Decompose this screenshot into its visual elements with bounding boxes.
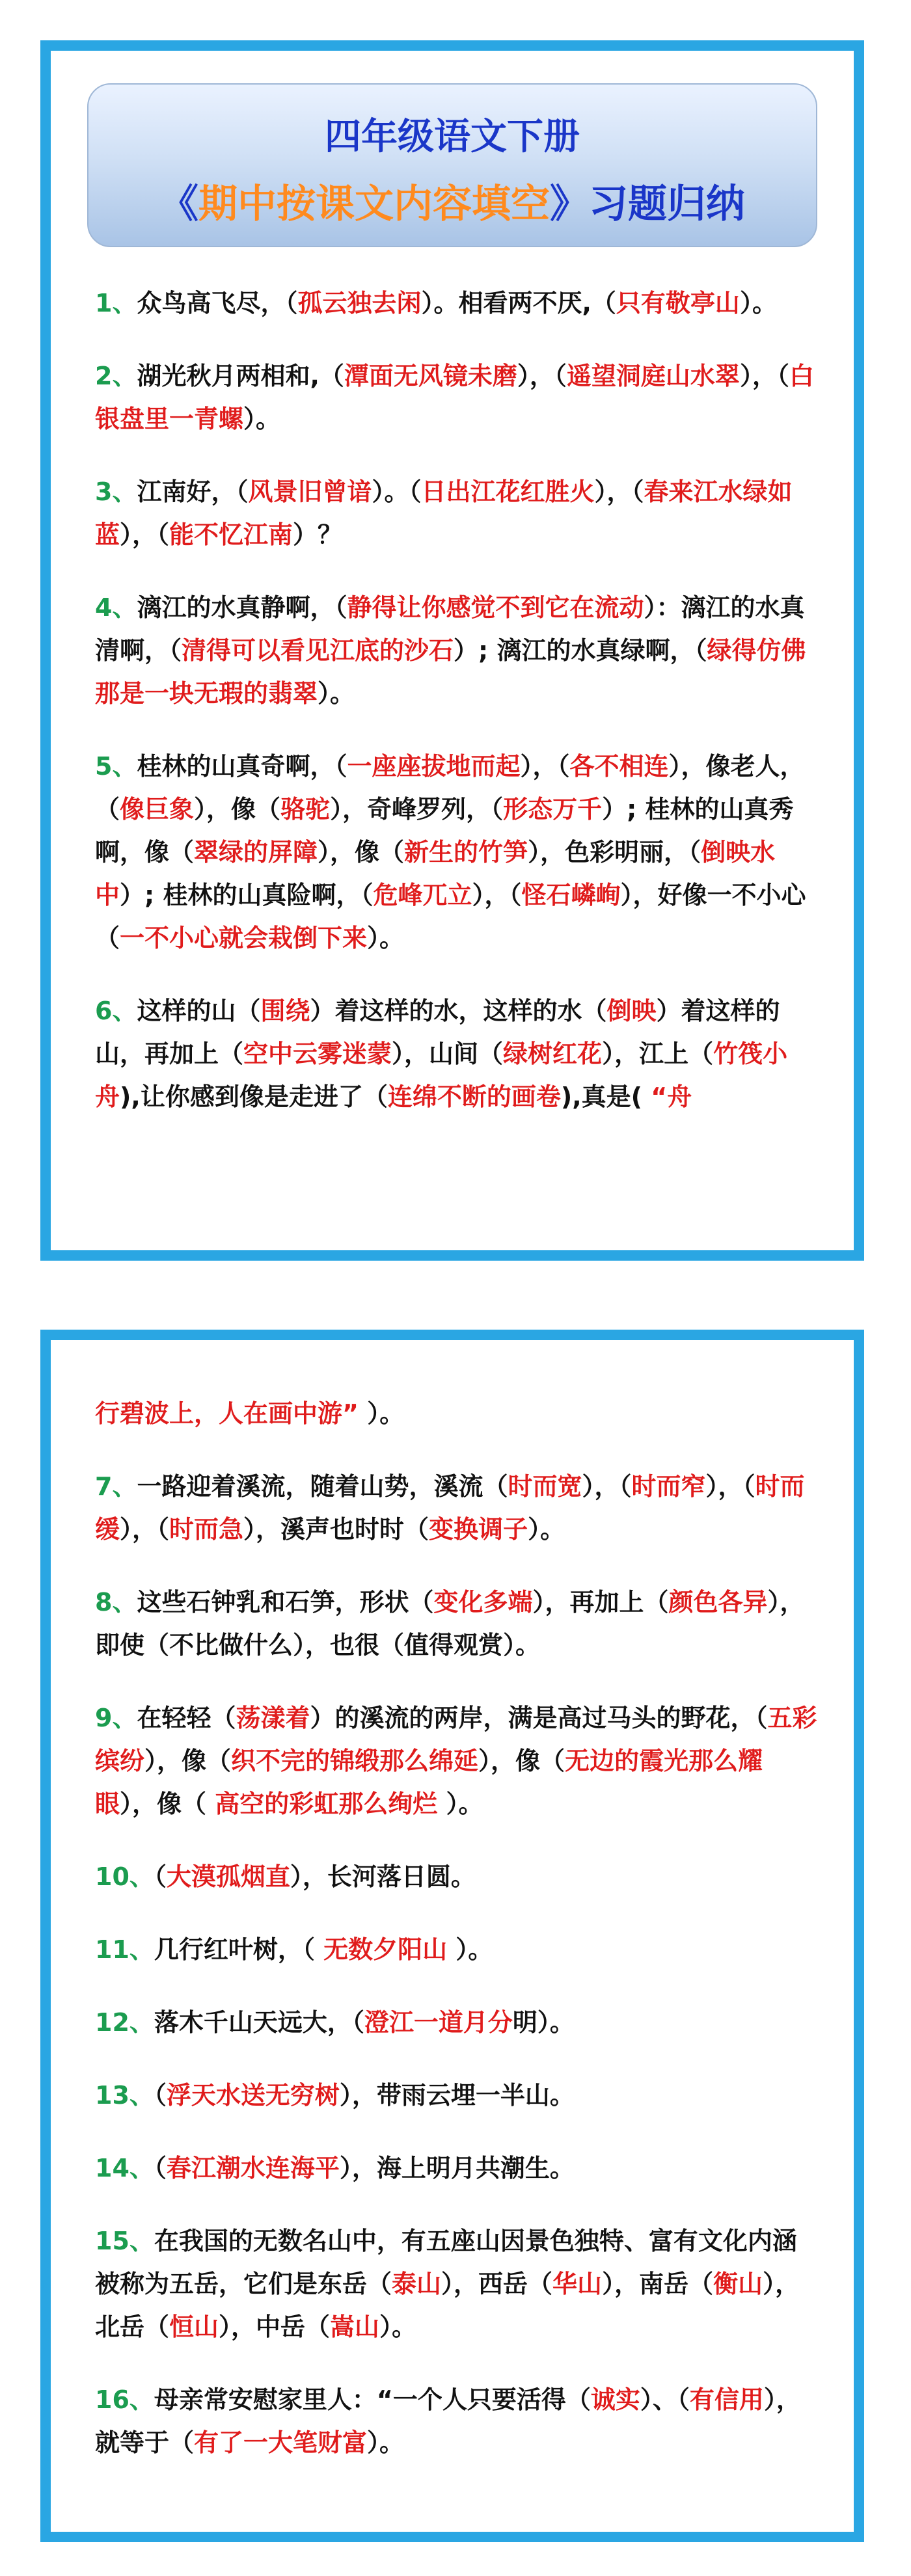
question-text: ），好像一不小心（: [95, 881, 806, 952]
answer-text: 诚实: [590, 2385, 640, 2414]
question-text: ）：漓江的水真清啊，（: [95, 593, 805, 665]
question-text: 落木千山天远大，（: [154, 2008, 364, 2037]
question-text: ）。: [447, 1935, 493, 1964]
question-text: ）的溪流的两岸，满是高过马头的野花，（: [310, 1704, 768, 1732]
question-text: ），（: [472, 881, 522, 909]
answer-text: 行碧波上，人在画中游”: [95, 1399, 359, 1428]
answer-text: 华山: [552, 2270, 603, 2298]
question-text: 明）。: [512, 2008, 575, 2037]
question-text: ），（: [520, 752, 570, 781]
question-text: 江南好，（: [137, 477, 249, 506]
item-number: 12、: [95, 2008, 154, 2037]
question-text: ），西岳（: [441, 2270, 553, 2298]
question-text: ）？: [293, 520, 343, 549]
title-close-text: 》习题归纳: [550, 181, 745, 227]
answer-text: 日出江花红胜火: [421, 477, 595, 506]
question-text: ），海上明月共潮生。: [339, 2154, 575, 2182]
question-text: ）。: [437, 1790, 483, 1818]
question-text: 在我国的无数名山中，有五座山因景色独特、富有文化内涵被称为五岳，它们是东岳（: [95, 2227, 797, 2298]
answer-text: 能不忆江南: [169, 520, 293, 549]
answer-text: 新生的竹笋: [404, 838, 528, 866]
answer-text: 大漠孤烟直: [166, 1862, 290, 1891]
exercise-item: [95, 1581, 817, 1667]
title-highlight: 期中按课文内容填空: [198, 181, 550, 227]
answer-text: 衡山: [713, 2270, 763, 2298]
question-text: ）、（: [640, 2385, 690, 2414]
answer-text: 荡漾着: [236, 1704, 310, 1732]
question-text: ），南岳（: [602, 2270, 714, 2298]
exercise-item: [95, 470, 817, 556]
question-text: ）; 桂林的山真秀啊，像（: [95, 795, 794, 866]
question-text: ），像（: [478, 1747, 565, 1775]
question-text: 这样的山（: [137, 997, 261, 1025]
answer-text: 时而急: [169, 1515, 244, 1544]
item-number: 1、: [95, 289, 137, 317]
answer-text: 围绕: [260, 997, 310, 1025]
question-text: ）; 漓江的水真绿啊，（: [454, 636, 707, 665]
answer-text: 变化多端: [433, 1588, 533, 1617]
answer-text: 高空的彩虹那么绚烂: [215, 1790, 438, 1818]
question-text: ),让你感到像是走进了（: [120, 1082, 388, 1111]
question-text: ），像（: [144, 1747, 232, 1775]
question-text: 湖光秋月两相和,（: [137, 362, 344, 390]
question-text: ），（: [739, 362, 789, 390]
question-text: ），就等于（: [95, 2385, 801, 2457]
exercise-item: [95, 989, 817, 1118]
question-text: 母亲常安慰家里人：“一个人只要活得（: [154, 2385, 591, 2414]
item-number: 7、: [95, 1472, 137, 1501]
answer-text: 骆驼: [280, 795, 331, 824]
answer-text: 危峰兀立: [373, 881, 472, 909]
question-text: ），山间（: [392, 1040, 504, 1068]
question-text: ），（: [705, 1472, 755, 1501]
item-number: 14、: [95, 2154, 154, 2182]
question-text: 众鸟高飞尽，（: [137, 289, 298, 317]
exercise-item: [95, 2147, 817, 2190]
exercise-item: [95, 2378, 817, 2464]
question-text: 在轻轻（: [137, 1704, 236, 1732]
exercise-item: [95, 745, 817, 959]
question-text: ），溪声也时时（: [243, 1515, 429, 1544]
answer-text: 有信用: [689, 2385, 764, 2414]
exercise-item: [95, 2001, 817, 2044]
answer-text: 春江潮水连海平: [166, 2154, 340, 2182]
answer-text: 竹筏小舟: [95, 1040, 788, 1111]
answer-text: 织不完的锦缎那么绵延: [231, 1747, 479, 1775]
question-text: ）着这样的山，再加上（: [95, 997, 780, 1068]
question-text: ），像（: [120, 1790, 215, 1818]
question-text: ）; 桂林的山真险啊，（: [120, 881, 374, 909]
answer-text: “舟: [651, 1082, 692, 1111]
question-text: ），（: [120, 520, 170, 549]
exercise-item: [95, 1392, 817, 1435]
question-text: ）。: [528, 1515, 565, 1544]
answer-text: 嵩山: [330, 2313, 380, 2341]
answer-text: 风景旧曾谙: [248, 477, 372, 506]
exercise-item: [95, 282, 817, 325]
answer-text: 潭面无风镜未磨: [344, 362, 517, 390]
question-text: ）。: [318, 679, 355, 708]
exercise-item: [95, 1465, 817, 1551]
item-number: 15、: [95, 2227, 154, 2255]
exercise-item: [95, 355, 817, 440]
answer-text: 春来江水绿如蓝: [95, 477, 793, 549]
question-text: ），（: [594, 477, 644, 506]
question-text: ），中岳（: [219, 2313, 331, 2341]
question-text: ），像老人，（: [95, 752, 805, 824]
answer-text: 只有敬亭山: [616, 289, 740, 317]
item-number: 8、: [95, 1588, 137, 1617]
answer-text: 变换调子: [429, 1515, 528, 1544]
answer-text: 形态万千: [503, 795, 603, 824]
answer-text: 泰山: [392, 2270, 442, 2298]
question-text: ），带雨云埋一半山。: [339, 2081, 575, 2110]
question-text: ）着这样的水，这样的水（: [310, 997, 607, 1025]
answer-text: 无边的霞光那么耀眼: [95, 1747, 763, 1818]
answer-text: 时而窄: [631, 1472, 706, 1501]
item-number: 10、: [95, 1862, 154, 1891]
answer-text: 白银盘里一青螺: [95, 362, 814, 433]
title-banner: [87, 83, 817, 247]
question-text: ）。: [367, 924, 405, 952]
exercise-item: [95, 586, 817, 715]
question-text: ），（: [120, 1515, 170, 1544]
answer-text: 浮天水送无穷树: [166, 2081, 340, 2110]
answer-text: 五彩缤纷: [95, 1704, 817, 1775]
title-line-2: [88, 173, 816, 229]
question-text: ）。: [367, 2428, 405, 2457]
item-number: 9、: [95, 1704, 137, 1732]
answer-text: 翠绿的屏障: [194, 838, 318, 866]
exercise-item: [95, 2220, 817, 2348]
question-text: ），像（: [194, 795, 281, 824]
question-text: ），长河落日圆。: [290, 1862, 476, 1891]
answer-text: 恒山: [169, 2313, 219, 2341]
question-text: 桂林的山真奇啊，（: [137, 752, 347, 781]
question-text: ）。（: [372, 477, 422, 506]
exercise-list-1: [95, 282, 817, 1148]
exercise-item: [95, 1855, 817, 1898]
exercise-item: [95, 1928, 817, 1971]
question-text: ）。: [358, 1399, 405, 1428]
answer-text: 澄江一道月分: [364, 2008, 513, 2037]
answer-text: 无数夕阳山: [323, 1935, 448, 1964]
answer-text: 颜色各异: [668, 1588, 768, 1617]
answer-text: 清得可以看见江底的沙石: [182, 636, 454, 665]
question-text: ），像（: [318, 838, 405, 866]
worksheet-card-1: [40, 40, 864, 1261]
item-number: 13、: [95, 2081, 154, 2110]
question-text: ),真是(: [560, 1082, 651, 1111]
answer-text: 空中云雾迷蒙: [243, 1040, 392, 1068]
title-line-1: 四年级语文下册: [325, 116, 580, 158]
title-open-bracket: 《: [159, 181, 198, 227]
answer-text: 静得让你感觉不到它在流动: [347, 593, 644, 622]
question-text: ）。: [739, 289, 777, 317]
question-text: ），（: [517, 362, 567, 390]
item-number: 16、: [95, 2385, 154, 2414]
question-text: ），再加上（: [532, 1588, 669, 1617]
question-text: ）。: [379, 2313, 417, 2341]
question-text: （: [154, 2154, 167, 2182]
item-number: 6、: [95, 997, 137, 1025]
answer-text: 倒映: [606, 997, 657, 1025]
answer-text: 有了一大笔财富: [194, 2428, 368, 2457]
exercise-item: [95, 1697, 817, 1825]
question-text: ），（: [582, 1472, 632, 1501]
question-text: ），北岳（: [95, 2270, 800, 2341]
item-number: 2、: [95, 362, 137, 390]
answer-text: 时而宽: [508, 1472, 582, 1501]
question-text: ），奇峰罗列，（: [330, 795, 504, 824]
question-text: ）。相看两不厌,（: [421, 289, 616, 317]
question-text: 漓江的水真静啊，（: [137, 593, 347, 622]
question-text: ），即使（不比做什么），也很（值得观赏）。: [95, 1588, 805, 1659]
answer-text: 一座座拔地而起: [347, 752, 521, 781]
answer-text: 倒映水中: [95, 838, 776, 909]
worksheet-card-2: [40, 1330, 864, 2542]
answer-text: 像巨象: [120, 795, 195, 824]
item-number: 3、: [95, 477, 137, 506]
exercise-list-2: [95, 1392, 817, 2494]
item-number: 5、: [95, 752, 137, 781]
answer-text: 孤云独去闲: [297, 289, 422, 317]
answer-text: 各不相连: [569, 752, 669, 781]
question-text: ），色彩明丽，（: [528, 838, 701, 866]
question-text: 几行红叶树，（: [154, 1935, 324, 1964]
question-text: ）。: [243, 405, 281, 433]
answer-text: 时而缓: [95, 1472, 805, 1544]
question-text: 这些石钟乳和石笋，形状（: [137, 1588, 434, 1617]
question-text: 一路迎着溪流，随着山势，溪流（: [137, 1472, 508, 1501]
item-number: 11、: [95, 1935, 154, 1964]
answer-text: 绿得仿佛那是一块无瑕的翡翠: [95, 636, 806, 708]
answer-text: 怪石嶙峋: [521, 881, 621, 909]
answer-text: 连绵不断的画卷: [387, 1082, 561, 1111]
question-text: （: [154, 1862, 167, 1891]
item-number: 4、: [95, 593, 137, 622]
question-text: （: [154, 2081, 167, 2110]
answer-text: 绿树红花: [503, 1040, 603, 1068]
answer-text: 一不小心就会栽倒下来: [120, 924, 368, 952]
exercise-item: [95, 2074, 817, 2117]
answer-text: 遥望洞庭山水翠: [566, 362, 740, 390]
question-text: ），江上（: [602, 1040, 714, 1068]
